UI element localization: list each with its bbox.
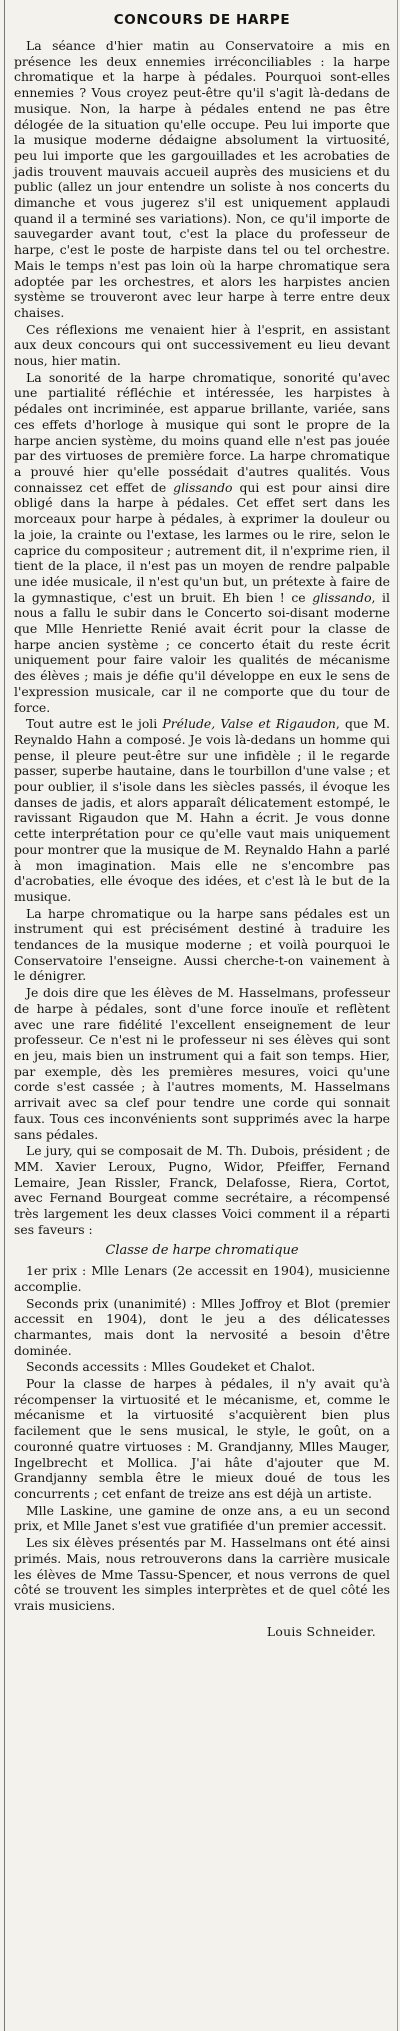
emphasis-text: glissando (173, 479, 233, 495)
article-body (14, 38, 390, 1614)
paragraph: 1er prix : Mlle Lenars (2e accessit en 1904), musicienne accomplie. (14, 1263, 390, 1294)
text-run: qui est pour ainsi dire obligé dans la harpe à pédales. Cet effet sert dans les morceaux pour harpe à pédales, à exprimer la douleur ou la joie, la crainte ou l'extase, les larmes ou le rire, selon le caprice du compositeur ; autrement dit, il n'exprime rien, il tient de la place, il n'est pas un moyen de rendre palpable une idée musicale, il n'est qu'un but, un prétexte à faire de la gymnastique, c'est un bruit. Eh bien ! ce (14, 479, 390, 605)
paragraph: Les six élèves présentés par M. Hasselmans ont été ainsi primés. Mais, nous retrouverons dans la carrière musicale les élèves de Mme Tassu-Spencer, et nous verrons de quel côté se trouvent les simples interprètes et de quel côté les vrais musiciens. (14, 1535, 390, 1613)
text-run: La sonorité de la harpe chromatique, sonorité qu'avec une partialité réfléchie et intéressée, les harpistes à pédales ont incriminée, est apparue brillante, variée, sans ces effets d'horloge à musique qui sont le propre de la harpe ancien système, du moins quand elle n'est pas jouée par des virtuoses de première force. La harpe chromatique a prouvé hier qu'elle possédait d'autres qualités. Vous connaissez cet effet de (14, 369, 390, 495)
column-rule-left (4, 0, 5, 2031)
text-run: , il nous a fallu le subir dans le Concerto soi-disant moderne que Mlle Henriette Renié avait écrit pour la classe de harpe ancien système ; ce concerto était du reste écrit uniquement pour faire valoir les qualités de mécanisme des élèves ; mais je défie qu'il développe en eux le sens de l'expression musicale, car il ne comporte que du tour de force. (14, 589, 390, 715)
paragraph: La harpe chromatique ou la harpe sans pédales est un instrument qui est précisément destiné à traduire les tendances de la musique moderne ; et voilà pourquoi le Conservatoire l'enseigne. Aussi cherche-t-on vainement à le dénigrer. (14, 905, 390, 984)
author-signature: Louis Schneider. (266, 1623, 376, 1639)
emphasis-text: Prélude, Valse et Rigaudon (162, 716, 336, 732)
paragraph (14, 370, 390, 715)
text-run: Tout autre est le joli (26, 716, 163, 732)
paragraph: Seconds accessits : Mlles Goudeket et Chalot. (26, 1359, 316, 1375)
paragraph: Je dois dire que les élèves de M. Hasselmans, professeur de harpe à pédales, sont d'une force inouïe et reflètent avec une rare fidélité l'excellent enseignement de leur professeur. Ce n'est ni le professeur ni ses élèves qui sont en jeu, mais bien un instrument qui a fait son temps. Hier, par exemple, dès les premières mesures, voici qu'une corde s'est cassée ; à l'autres moments, M. Hasselmans arrivait avec sa clef pour tendre une corde qui sonnait faux. Tous ces inconvénients sont supprimés avec la harpe sans pédales. (14, 985, 390, 1142)
section-subheading: Classe de harpe chromatique (105, 1243, 299, 1259)
paragraph: Ces réflexions me venaient hier à l'esprit, en assistant aux deux concours qui ont successivement eu lieu devant nous, hier matin. (14, 321, 390, 369)
paragraph: Mlle Laskine, une gamine de onze ans, a eu un second prix, et Mlle Janet s'est vue gratifiée d'un premier accessit. (14, 1502, 390, 1534)
emphasis-text: glissando (312, 589, 372, 605)
paragraph (14, 716, 390, 904)
paragraph: Pour la classe de harpes à pédales, il n'y avait qu'à récompenser la virtuosité et le mécanisme, et, comme le mécanisme et la virtuosité s'acquièrent bien plus facilement que le sens musical, le style, le goût, on a couronné quatre virtuoses : M. Grandjanny, Mlles Mauger, Ingelbrecht et Mollica. J'ai hâte d'ajouter que M. Grandjanny sembla être le mieux doué de tous les concurrents ; cet enfant de treize ans est déjà un artiste. (14, 1376, 390, 1501)
paragraph: Le jury, qui se composait de M. Th. Dubois, président ; de MM. Xavier Leroux, Pugno, Widor, Pfeiffer, Fernand Lemaire, Jean Rissler, Franck, Delafosse, Riera, Cortot, avec Fernand Bourgeat comme secrétaire, a récompensé très largement les deux classes Voici comment il a réparti ses faveurs : (14, 1143, 390, 1237)
text-run: , que M. Reynaldo Hahn a composé. Je vois là-dedans un homme qui pense, il pleure peut-être sur une infidèle ; il le regarde passer, superbe hautaine, dans le tourbillon d'une valse ; et pour oublier, il s'isole dans les siècles passés, il évoque les danses de jadis, et alors apparaît délicatement estompé, le ravissant Rigaudon que M. Hahn a écrit. Je vous donne cette interprétation pour ce qu'elle vaut mais uniquement pour montrer que la musique de M. Reynaldo Hahn a parlé à mon imagination. Mais elle ne s'encombre pas d'acrobaties, elle évoque des idées, et c'est là le but de la musique. (14, 716, 390, 904)
paragraph: La séance d'hier matin au Conservatoire a mis en présence les deux ennemies irréconciliables : la harpe chromatique et la harpe à pédales. Pourquoi sont-elles ennemies ? Vous croyez peut-être qu'il s'agit là-dedans de musique. Non, la harpe à pédales entend ne pas être délogée de la situation qu'elle occupe. Peu lui importe que la musique moderne dédaigne absolument la virtuosité, peu lui importe que les gargouillades et les acrobaties de jadis trouvent mauvais accueil auprès des musiciens et du public (allez un jour entendre un soliste à nos concerts du dimanche et vous jugerez s'il est uniquement applaudi quand il a terminé ses variations). Non, ce qu'il importe de sauvegarder avant tout, c'est la place du professeur de harpe, c'est le poste de harpiste dans tel ou tel orchestre. Mais le temps n'est pas loin où la harpe chromatique sera adoptée par les orchestres, et alors les harpistes ancien système se trouveront avec leur harpe à terre entre deux chaises. (14, 38, 390, 320)
article-title: CONCOURS DE HARPE (113, 12, 291, 28)
paragraph: Seconds prix (unanimité) : Mlles Joffroy et Blot (premier accessit en 1904), dont le jeu a des délicatesses charmantes, mais dont la nervosité a besoin d'être dominée. (14, 1295, 390, 1358)
column-rule-right (397, 0, 398, 2031)
